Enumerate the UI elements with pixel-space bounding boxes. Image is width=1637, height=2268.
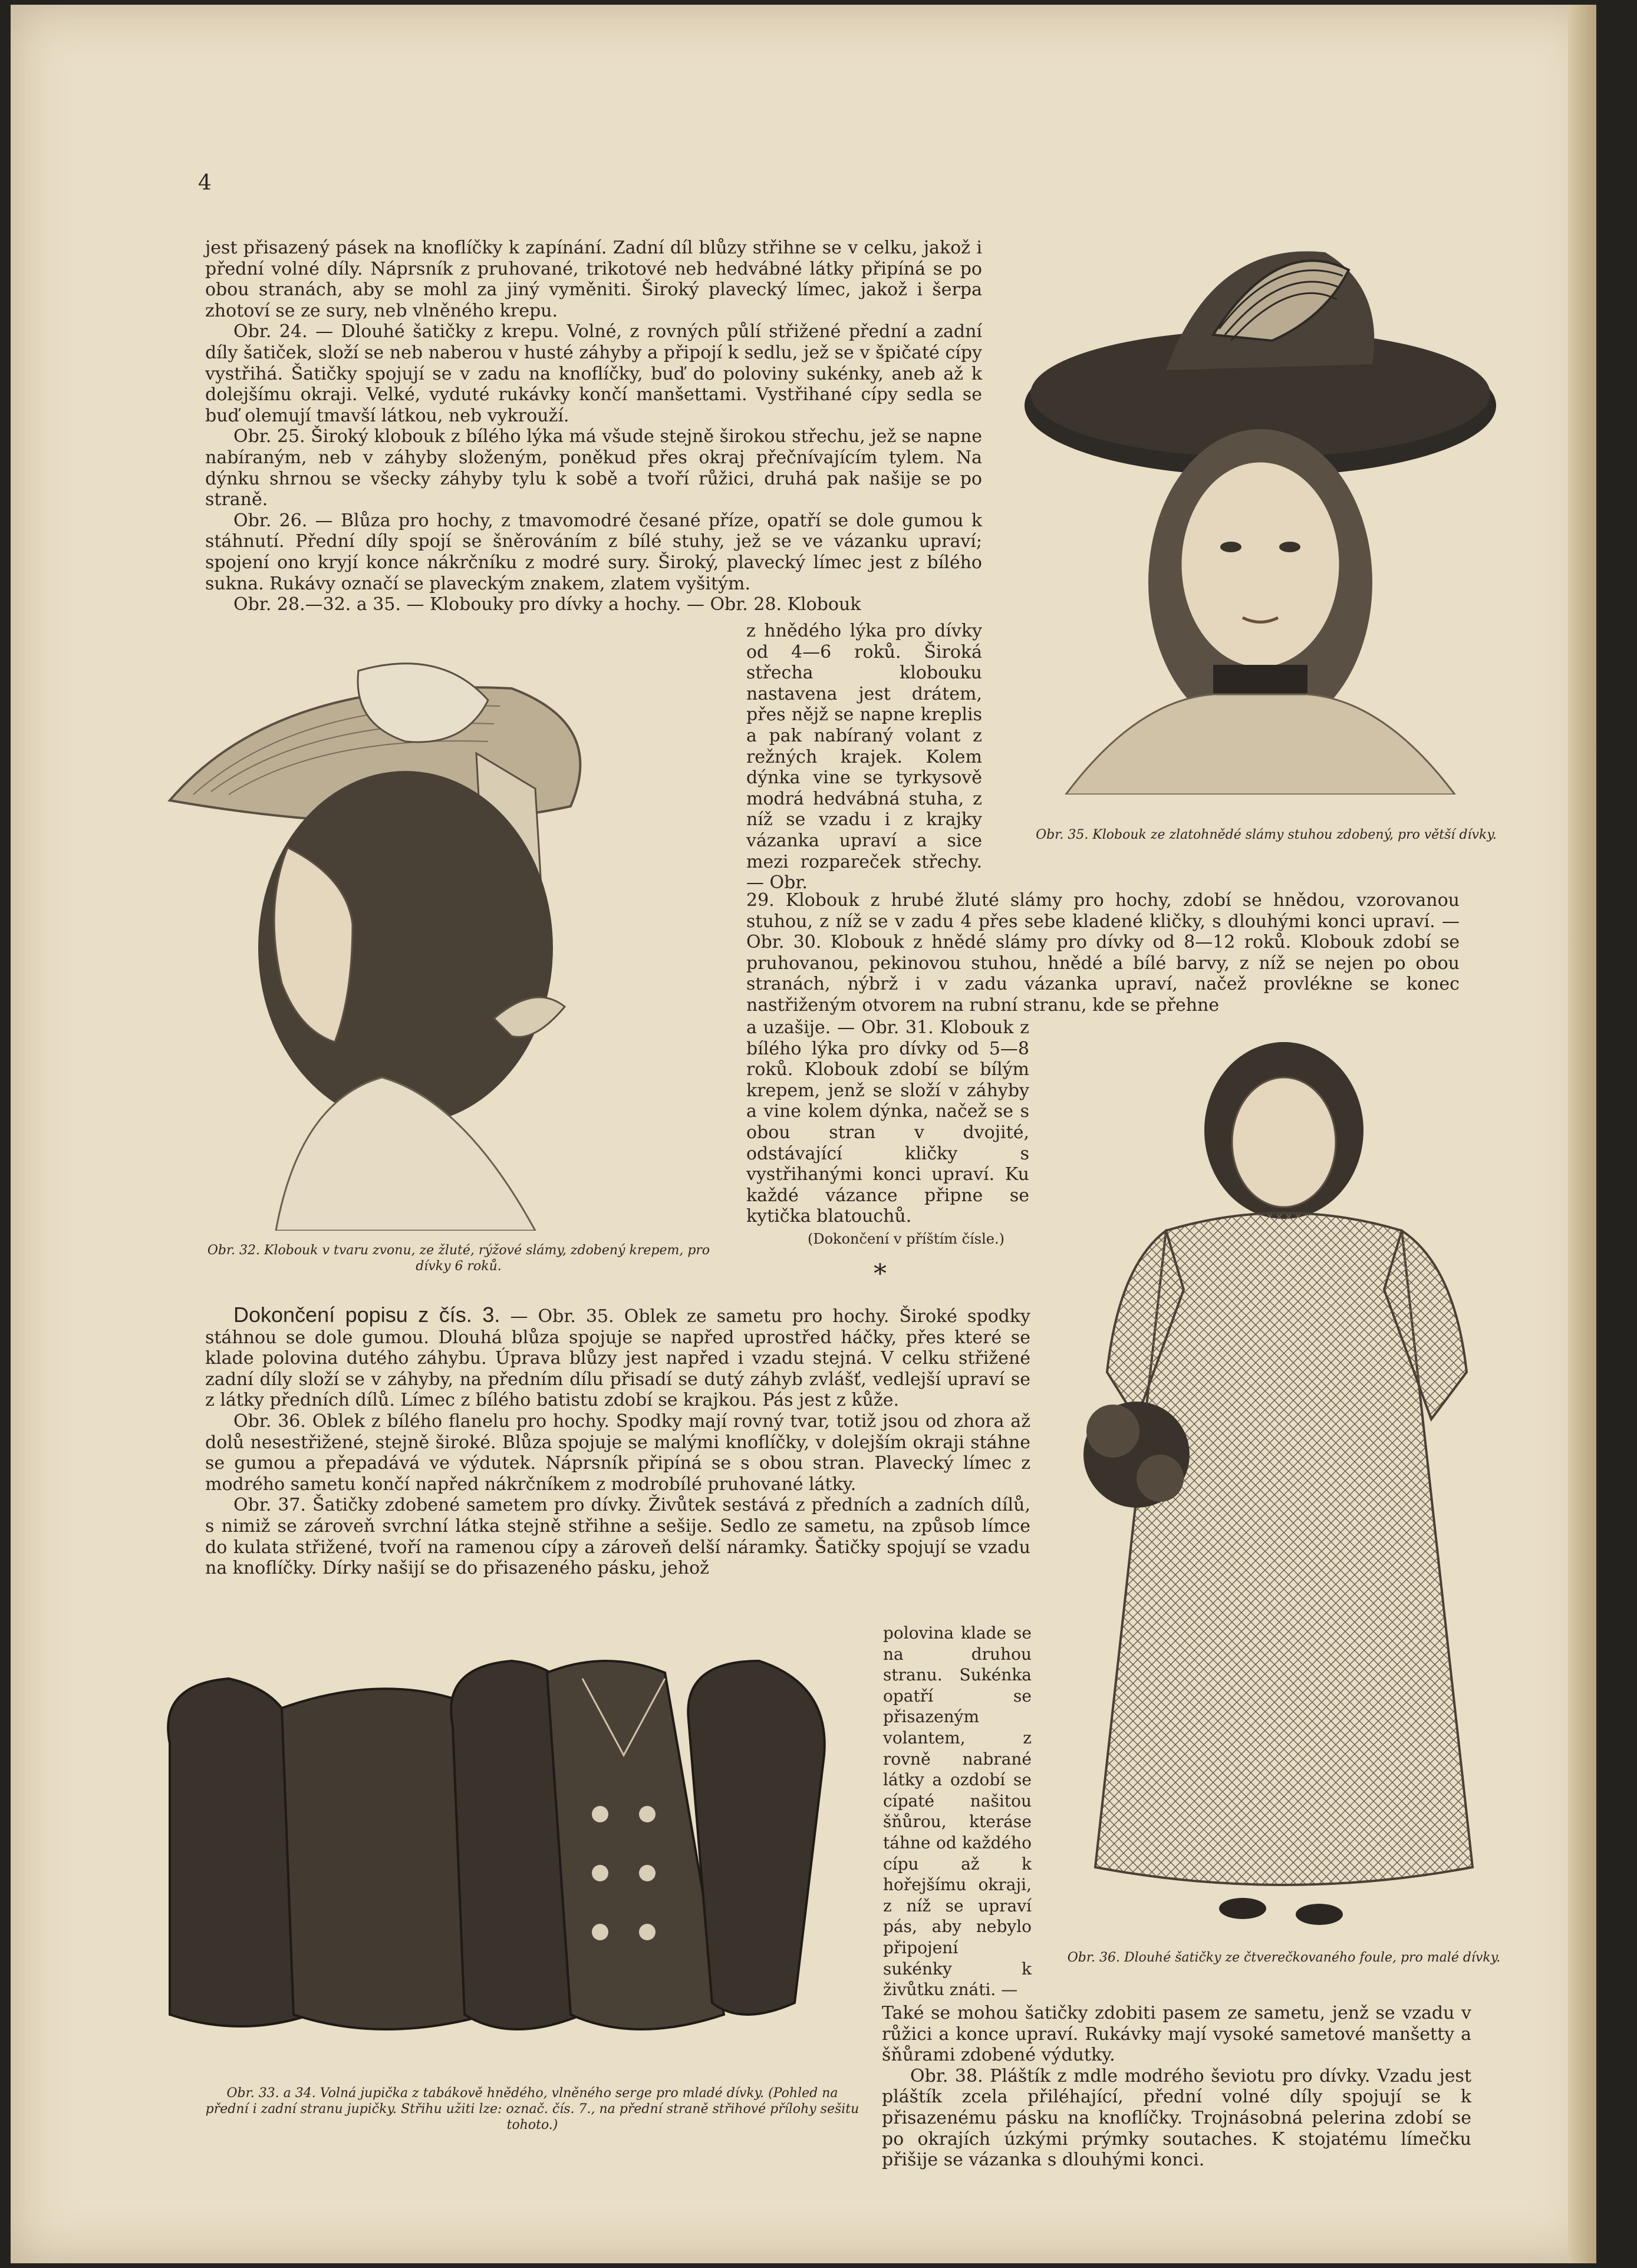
paragraph: Obr. 37. Šatičky zdobené sametem pro dívky. Živůtek sestává z předních a zadních dílů, s nimiž se zároveň svrchní látka stejně střihne a sešije. Sedlo ze sametu, na způsob límce do kulata střižené, tvoří na ramenou cípy a zároveň delší náramky. Šatičky spojují se vzadu na knoflíčky. Dírky našijí se do přisazeného pásku, jehož — [205, 1495, 1030, 1579]
engraving-girl-bell-hat-profile-icon — [158, 653, 677, 1231]
page-number: 4 — [198, 171, 212, 195]
magazine-page — [11, 5, 1596, 2263]
paragraph: Obr. 26. — Blůza pro hochy, z tmavomodré česané příze, opatří se dole gumou k stáhnutí. Přední díly spojí se šněrováním z bílé stuhy, jež se ve vázanku upraví; spojení ono kryjí konce nákrčníku z modré sury. Široký, plavecký límec jest z bílého sukna. Rukávy označí se plaveckým znakem, zlatem vyšitým. — [205, 510, 982, 594]
paragraph: Také se mohou šatičky zdobiti pasem ze sametu, jenž se vzadu v růžici a konce upraví. Rukávky mají vysoké sametové manšetty a šňůrami zdobené výdutky. — [882, 2003, 1471, 2066]
text-block-narrow-1 — [746, 621, 982, 894]
engraving-girl-long-dress-bouquet-icon — [1048, 1042, 1520, 1938]
paragraph: — Obr. 35. Oblek ze sametu pro hochy. Široké spodky stáhnou se dole gumou. Dlouhá blůza spojuje se napřed uprostřed háčky, přes které se klade polovina dutého záhybu. Úprava blůzy jest napřed i vzadu stejná. V celku střižené zadní díly složí se v záhyby, na předním dílu přisadí se dutý záhyb zvlášť, vedlejší upraví se z látky předních dílů. Límec z bílého batistu zdobí se krajkou. Pás jest z kůže. — [205, 1306, 1031, 1411]
section-separator: * — [874, 1259, 887, 1289]
hat-girl-illustration — [1019, 217, 1502, 795]
jacket-illustration — [134, 1637, 865, 2062]
caption-fig33: Obr. 33. a 34. Volná jupička z tabákově hnědého, vlněného serge pro mladé dívky. (Pohled na přední i zadní stranu jupičky. Střihu užiti lze: označ. čís. 7., na přední straně střihové přílohy sešitu tohoto.) — [205, 2086, 859, 2132]
paragraph: Obr. 36. Oblek z bílého flanelu pro hochy. Spodky mají rovný tvar, totiž jsou od zhora až dolů nesestřižené, stejně široké. Blůza spojuje se malými knoflíčky, v dolejším okraji stáhne se gumou a přepadává ve výdutek. Náprsník připíná se s obou stran. Plavecký límec z modrého sametu končí napřed nákrčníkem z modrobílé pruhované látky. — [205, 1410, 1030, 1495]
paragraph: Obr. 28.—32. a 35. — Klobouky pro dívky a hochy. — Obr. 28. Klobouk — [233, 594, 861, 615]
text-block-mid — [746, 890, 1460, 1016]
text-block-narrow-3 — [883, 1623, 1032, 2000]
paragraph: jest přisazený pásek na knoflíčky k zapínání. Zadní díl blůzy střihne se v celku, jakož i přední volné díly. Náprsník z pruhované, trikotové neb hedvábné látky připíná se po obou stranách, aby se mohl za jiný vyměniti. Široký plavecký límec, jakož i šerpa zhotoví se ze sury, neb vlněného krepu. — [205, 238, 982, 321]
page-spine-edge — [1568, 5, 1596, 2263]
section-heading: Dokončení popisu z čís. 3. — [233, 1303, 500, 1327]
text-block-bottom — [205, 1304, 1030, 1579]
caption-fig35: Obr. 35. Klobouk ze zlatohnědé slámy stuhou zdobený, pro větší dívky. — [1036, 828, 1497, 842]
hat-profile-illustration — [158, 653, 677, 1231]
continued-note: (Dokončení v příštím čísle.) — [808, 1231, 1004, 1247]
paragraph: Obr. 25. Široký klobouk z bílého lýka má všude stejně širokou střechu, jež se napne nabíraným, neb v záhyby složeným, poněkud přes okraj přečnívajícím tylem. Na dýnku shrnou se všecky záhyby tylu k sobě a tvoří růžici, druhá pak našije se po straně. — [205, 426, 982, 510]
engraving-jacket-front-and-back-icon — [134, 1637, 865, 2062]
paragraph: Obr. 24. — Dlouhé šatičky z krepu. Volné, z rovných půlí střižené přední a zadní díly šatiček, složí se neb naberou v husté záhyby a připojí k sedlu, jež se v špičaté cípy vystřihá. Šatičky spojují se v zadu na knoflíčky, buď do poloviny sukénky, aneb až k dolejšímu okraji. Velké, vyduté rukávky končí manšettami. Vystřihané cípy sedla se buď olemují tmavší látkou, neb vykrouží. — [205, 321, 982, 426]
caption-fig36: Obr. 36. Dlouhé šatičky ze čtverečkovaného foule, pro malé dívky. — [1067, 1950, 1501, 1965]
paragraph: 29. Klobouk z hrubé žluté slámy pro hochy, zdobí se hnědou, vzorovanou stuhou, z níž se v zadu 4 přes sebe kladené kličky, s dlouhými konci upraví. — Obr. 30. Klobouk z hnědé slámy pro dívky od 8—12 roků. Klobouk zdobí se pruhovanou, pekinovou stuhou, hnědé a bílé barvy, z níž se nejen po obou stranách, nýbrž i v zadu vázanka upraví, načež provlékne se konec nastřiženým otvorem na rubní stranu, kde se přehne — [746, 890, 1460, 1016]
text-block-top — [205, 238, 982, 615]
paragraph: polovina klade se na druhou stranu. Sukénka opatří se přisazeným volantem, z rovně nabrané látky a ozdobí se cípaté našitou šňůrou, kteráse táhne od každého cípu až k hořejšímu okraji, z níž se upraví pás, aby nebylo připojení sukénky k živůtku znáti. — — [883, 1623, 1032, 2000]
paragraph: a uzašije. — Obr. 31. Klobouk z bílého lýka pro dívky od 5—8 roků. Klobouk zdobí se bílým krepem, jenž se složí v záhyby a vine kolem dýnka, načež se s obou stran v dvojité, odstávající kličky s vystřihanými konci upraví. Ku každé vázance připne se kytička blatouchů. — [746, 1017, 1029, 1227]
dress-girl-illustration — [1048, 1042, 1520, 1938]
paragraph: z hnědého lýka pro dívky od 4—6 roků. Široká střecha klobouku nastavena jest drátem, přes nějž se napne kreplis a pak nabíraný volant z režných krajek. Kolem dýnka vine se tyrkysově modrá hedvábná stuha, z níž se vzadu i z krajky vázanka upraví a sice mezi rozpareček střechy. — Obr. — [746, 621, 982, 894]
engraving-girl-wide-hat-icon — [1019, 217, 1502, 795]
caption-fig32: Obr. 32. Klobouk v tvaru zvonu, ze žluté, rýžové slámy, zdobený krepem, pro dívky 6 roků. — [207, 1243, 710, 1274]
text-block-end — [882, 2003, 1471, 2171]
text-block-narrow-2 — [746, 1017, 1029, 1227]
paragraph: Obr. 38. Pláštík z mdle modrého ševiotu pro dívky. Vzadu jest pláštík zcela přiléhající, přední volné díly spojují se k přisazenému pásku na knoflíčky. Trojnásobná pelerina zdobí se po okrajích úzkými prýmky soutaches. K stojatému límečku přišije se vázanka s dlouhými konci. — [882, 2065, 1471, 2171]
